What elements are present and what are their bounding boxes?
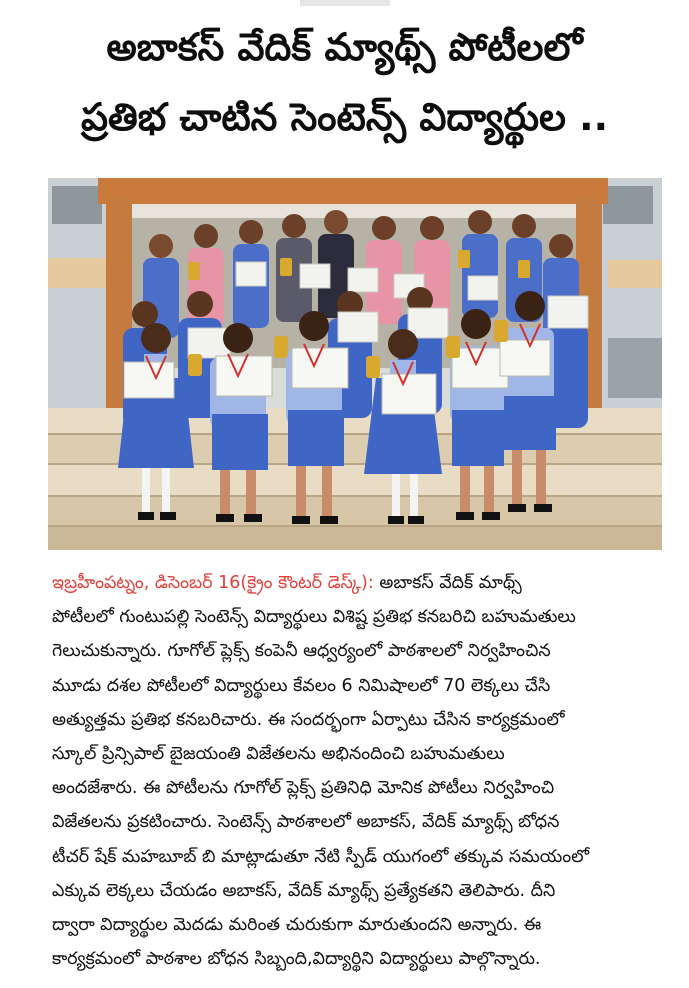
article-line-1-text: అబాకస్ వేదిక్ మాథ్స్	[373, 573, 522, 593]
article-line-8: విజేతలను ప్రకటించారు. సెంటెన్స్ పాఠశాలలో అబాకస్, వేదిక్ మ్యాథ్స్ బోధన	[52, 812, 560, 833]
group-photo-students-with-trophies-icon	[48, 178, 662, 550]
article-line-4: మూడు దశల పోటీలలో విద్యార్థులు కేవలం 6 నిమిషాలలో 70 లెక్కలు చేసి	[52, 675, 551, 696]
article-line-2: పోటీలలో గుంటుపల్లి సెంటెన్స్ విద్యార్థులు విశిష్ట ప్రతిభ కనబరిచి బహుమతులు	[52, 607, 576, 628]
headline-line-1: అబాకస్ వేదిక్ మ్యాథ్స్ పోటీలలో	[106, 25, 583, 69]
article-line-12: కార్యక్రమంలో పాఠశాల బోధన సిబ్బంది,విద్యార్థిని విద్యార్థులు పాల్గొన్నారు.	[52, 949, 541, 970]
article-line-1	[52, 566, 664, 600]
article-line-5: అత్యుత్తమ ప్రతిభ కనబరిచారు. ఈ సందర్భంగా ఏర్పాటు చేసిన కార్యక్రమంలో	[52, 709, 565, 730]
article-line-7: అందజేశారు. ఈ పోటీలను గూగోల్ ప్లెక్స్ ప్రతినిధి మోనిక పోటీలు నిర్వహించి	[52, 778, 555, 799]
group-photo	[48, 178, 662, 550]
article-body	[52, 566, 664, 976]
article-line-3: గెలుచుకున్నారు. గూగోల్ ప్లెక్స్ కంపెనీ ఆధ్వర్యంలో పాఠశాలలో నిర్వహించిన	[52, 641, 551, 662]
article-line-11: ద్వారా విద్యార్థుల మెదడు మరింత చురుకుగా మారుతుందని అన్నారు. ఈ	[52, 914, 542, 935]
top-divider	[300, 0, 390, 6]
headline-line-2: ప్రతిభ చాటిన సెంటెన్స్ విద్యార్థుల ..	[80, 95, 609, 139]
article-line-6: స్కూల్ ప్రిన్సిపాల్ బైజయంతి విజేతలను అభినందించి బహుమతులు	[52, 743, 505, 764]
article-line-9: టీచర్ షేక్ మహబూబ్ బి మాట్లాడుతూ నేటి స్పీడ్ యుగంలో తక్కువ సమయంలో	[52, 846, 590, 867]
article-line-10: ఎక్కువ లెక్కలు చేయడం అబాకస్, వేదిక్ మ్యాథ్స్ ప్రత్యేకతని తెలిపారు. దీని	[52, 880, 556, 901]
dateline: ఇబ్రహీంపట్నం, డిసెంబర్ 16(క్రైం కౌంటర్ డెస్క్):	[52, 573, 374, 593]
